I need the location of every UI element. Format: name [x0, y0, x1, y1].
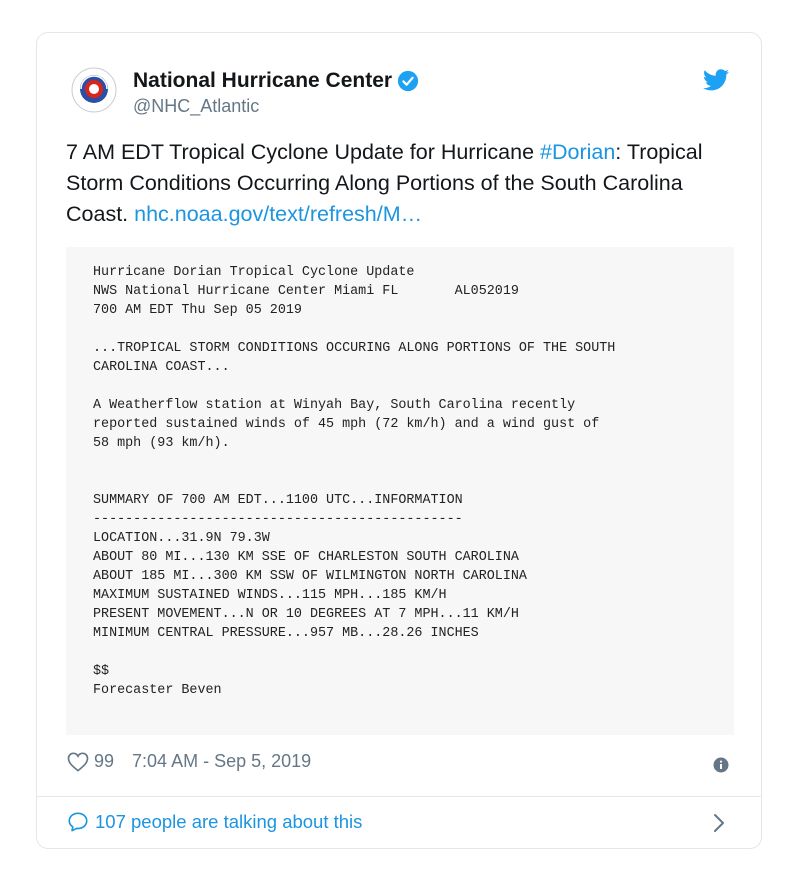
tweet-text-part1: 7 AM EDT Tropical Cyclone Update for Hurricane [66, 140, 540, 164]
tweet-text-part2: : Tropical Storm Conditions Occurring Along Portions of the South Carolina Coast. [66, 140, 703, 226]
chevron-right-icon[interactable] [713, 813, 725, 833]
heart-icon[interactable] [67, 752, 89, 772]
author-row [133, 69, 419, 93]
tweet-text [66, 137, 746, 230]
verified-badge-icon [397, 70, 419, 92]
info-icon[interactable] [713, 757, 729, 773]
speech-bubble-icon [67, 811, 89, 833]
tweet-meta [67, 751, 311, 772]
nws-logo-icon[interactable] [71, 67, 117, 113]
author-handle[interactable]: @NHC_Atlantic [133, 96, 260, 116]
like-count: 99 [94, 751, 115, 771]
tweet-card [36, 32, 762, 849]
conversation-link[interactable] [67, 811, 362, 833]
author-name[interactable]: National Hurricane Center [133, 69, 393, 92]
bulletin-text: Hurricane Dorian Tropical Cyclone Update NWS National Hurricane Center Miami FL AL052019 700 AM EDT Thu Sep 05 2019 ...TROPICAL STORM CONDITIONS OCCURING ALONG PORTIONS OF THE SOUTH CAROLINA COAST... A Weatherflow station at Winyah Bay, South Carolina recently reported sustained winds of 45 mph (72 km/h) and a wind gust of 58 mph (93 km/h). SUMMARY OF 700 AM EDT...1100 UTC...INFORMATION ---------------------------------------------- LOCATION...31.9N 79.3W ABOUT 80 MI...130 KM SSE OF CHARLESTON SOUTH CAROLINA ABOUT 185 MI...300 KM SSW OF WILMINGTON NORTH CAROLINA MAXIMUM SUSTAINED WINDS...115 MPH...185 KM/H PRESENT MOVEMENT...N OR 10 DEGREES AT 7 MPH...11 KM/H MINIMUM CENTRAL PRESSURE...957 MB...28.26 INCHES $$ Forecaster Beven [93, 265, 616, 698]
talking-count-text: 107 people are talking about this [95, 811, 363, 832]
twitter-bird-icon[interactable] [703, 69, 729, 91]
url-link[interactable]: nhc.noaa.gov/text/refresh/M… [134, 202, 423, 226]
timestamp[interactable]: 7:04 AM - Sep 5, 2019 [132, 751, 312, 771]
divider [37, 796, 761, 797]
hashtag-link[interactable]: #Dorian [540, 140, 616, 164]
media-image[interactable] [66, 247, 734, 735]
